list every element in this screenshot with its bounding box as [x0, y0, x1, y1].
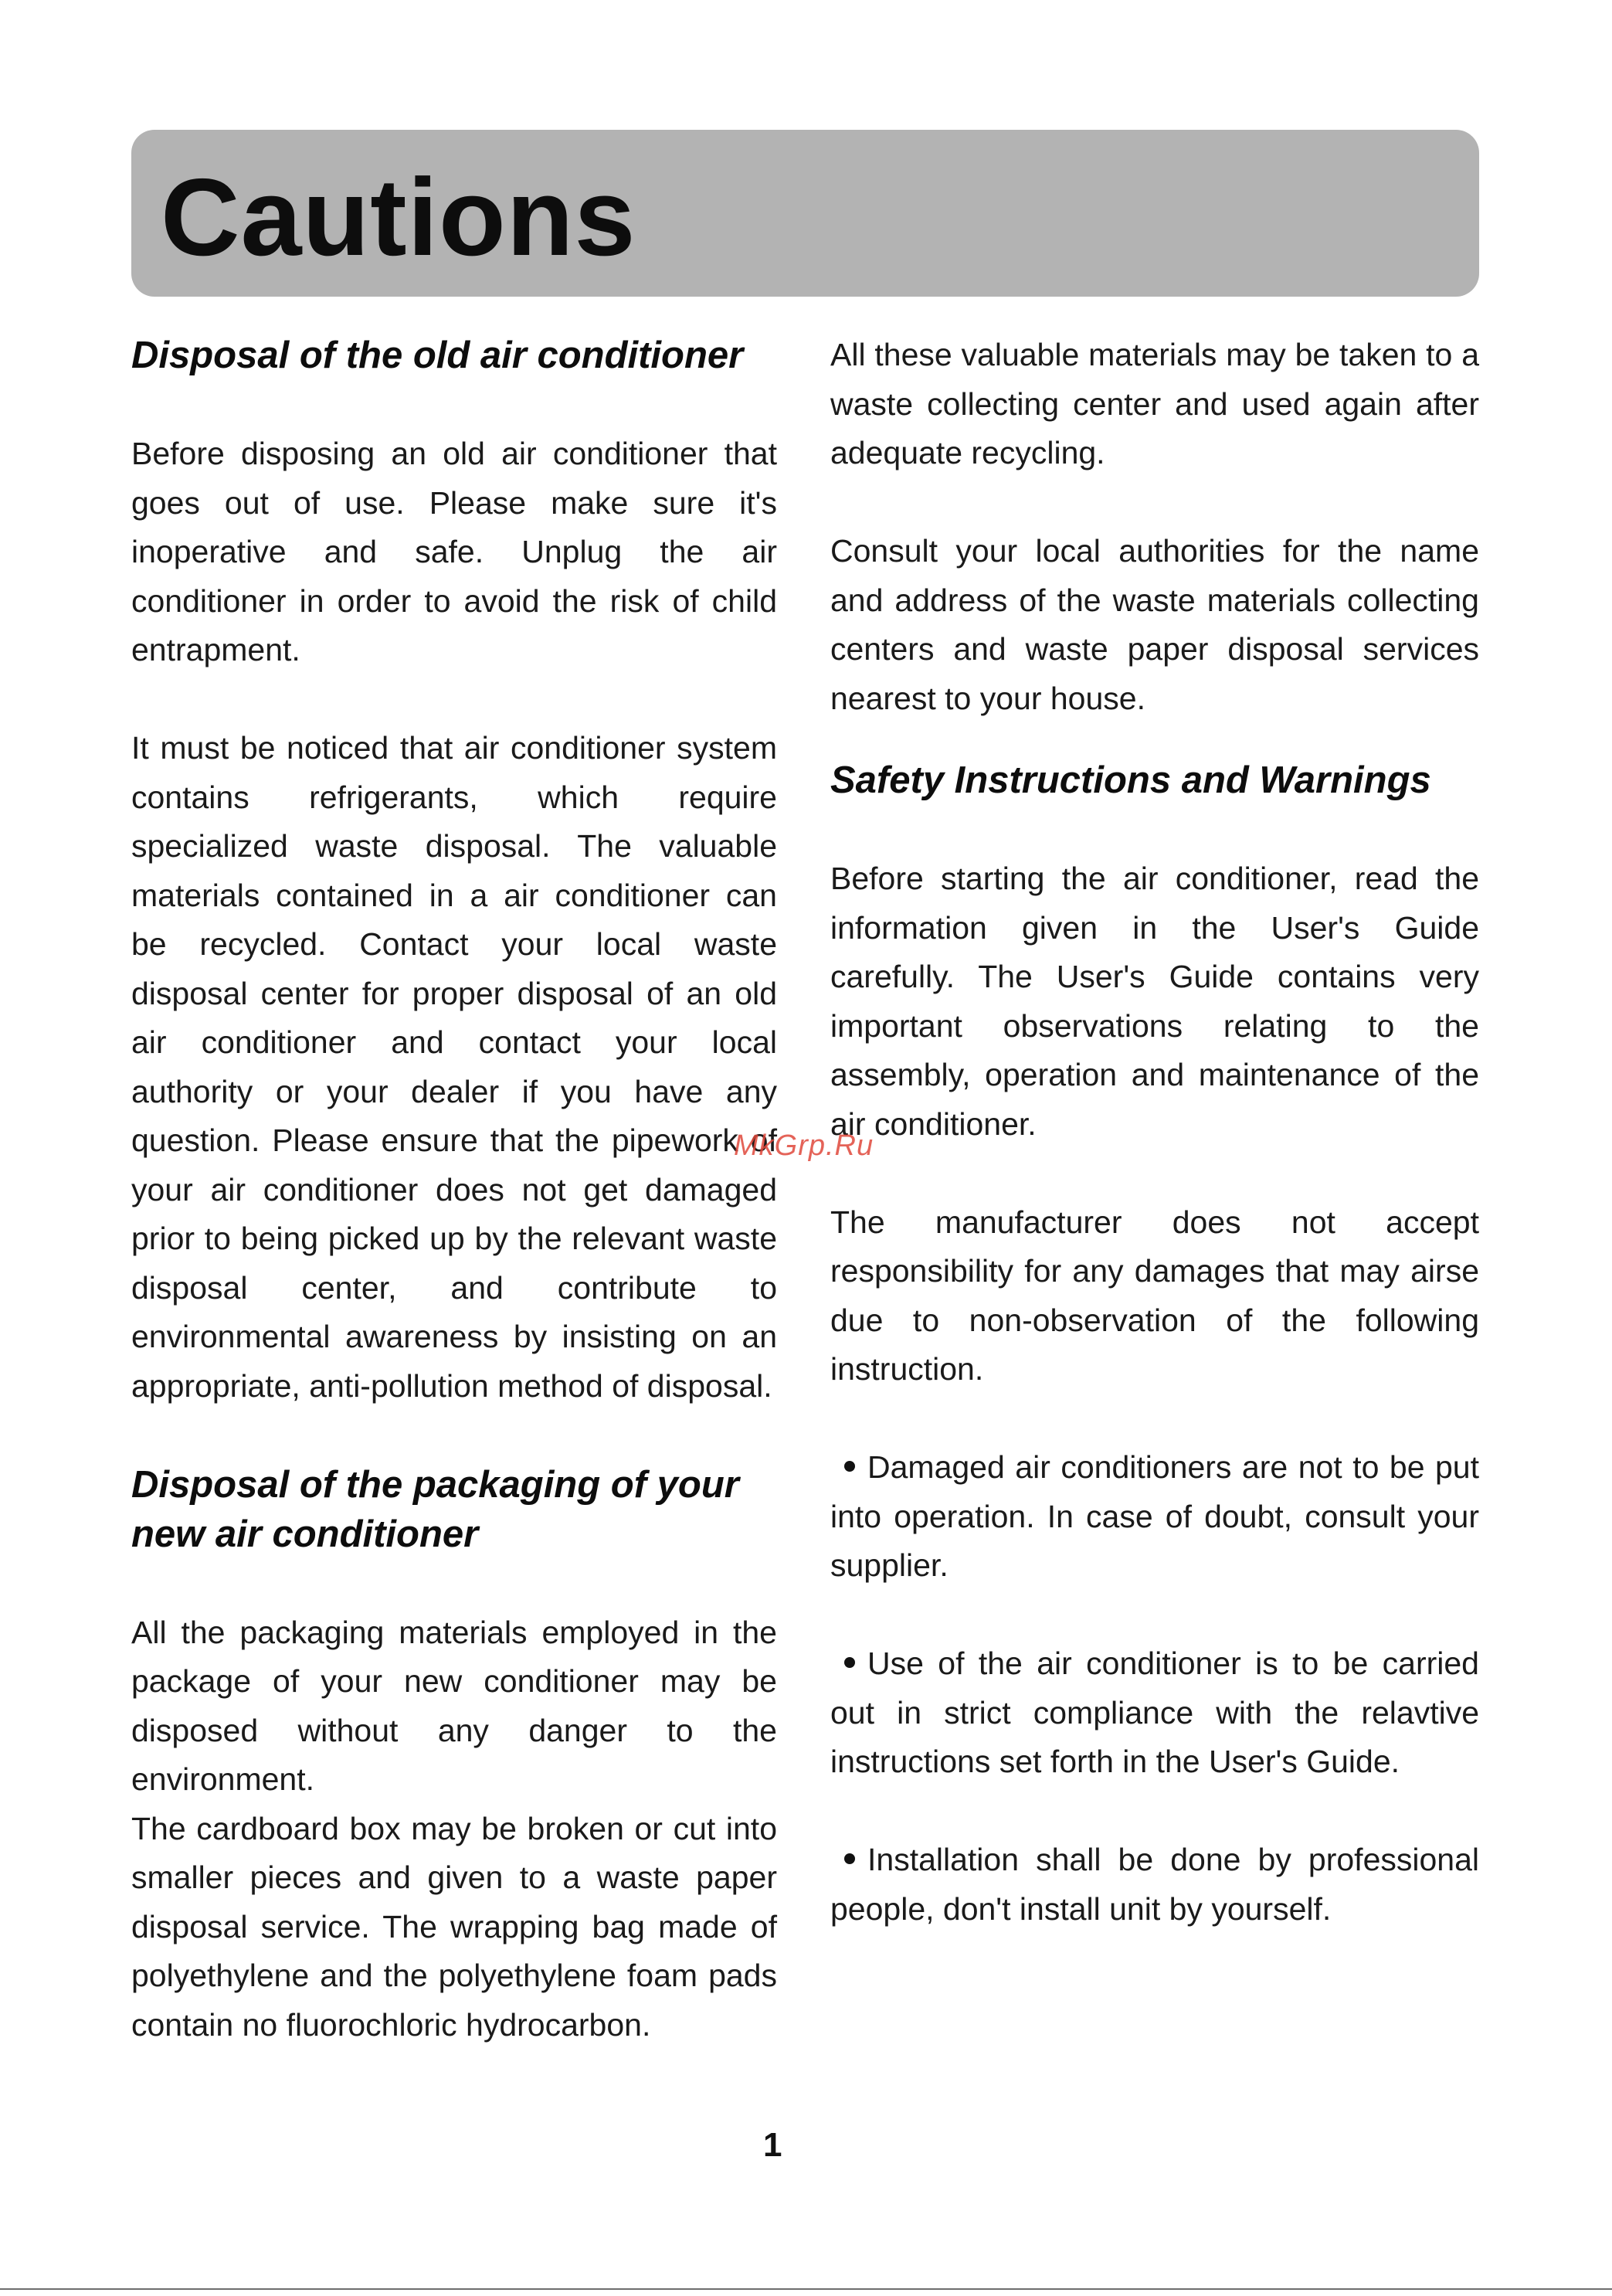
spacer [830, 478, 1479, 528]
paragraph-read-users-guide: Before starting the air conditioner, read the information given in the User's Guide carefully. The User's Guide contains very important observations relating to the assembly, operation and maintenance of the air conditioner. [830, 861, 1479, 1142]
spacer [830, 723, 1479, 756]
spacer [131, 380, 777, 430]
bullet-text: Installation shall be done by professional people, don't install unit by yourself. [830, 1842, 1479, 1927]
bullet-icon [844, 1461, 855, 1472]
paragraph-refrigerant-disposal: It must be noticed that air conditioner system contains refrigerants, which require specialized waste disposal. The valuable materials contained in a air conditioner can be recycled. Contact your local waste disposal center for proper disposal of an old air conditioner and contact your local authority or your dealer if you have any question. Please ensure that the pipework of your air conditioner does not get damaged prior to being picked up by the relevant waste disposal center, and contribute to environmental awareness by insisting on an appropriate, anti-pollution method of disposal. [131, 730, 777, 1404]
right-column [830, 331, 1479, 1934]
page-title: Cautions [161, 156, 636, 279]
spacer [830, 1591, 1479, 1640]
bullet-item-damaged-units [830, 1443, 1479, 1591]
paragraph-consult-authorities: Consult your local authorities for the name and address of the waste materials collecting centers and waste paper disposal services nearest to your house. [830, 533, 1479, 716]
spacer [131, 675, 777, 725]
spacer [830, 1394, 1479, 1444]
section-heading-packaging-disposal: Disposal of the packaging of your new air conditioner [131, 1463, 739, 1555]
bullet-icon [844, 1657, 855, 1668]
title-banner [131, 130, 1479, 297]
paragraph-cardboard-box: The cardboard box may be broken or cut into smaller pieces and given to a waste paper disposal service. The wrapping bag made of polyethylene and the polyethylene foam pads contain no fluorochloric hydrocarbon. [131, 1810, 777, 2043]
watermark: MkGrp.Ru [734, 1129, 874, 1162]
bullet-text: Use of the air conditioner is to be carried out in strict compliance with the relavtive instructions set forth in the User's Guide. [830, 1646, 1479, 1779]
paragraph-manufacturer-responsibility: The manufacturer does not accept responsibility for any damages that may airse due to non-observation of the following instruction. [830, 1204, 1479, 1387]
paragraph-packaging-materials: All the packaging materials employed in the package of your new conditioner may be disposed without any danger to the environment. [131, 1614, 777, 1797]
spacer [131, 1411, 777, 1460]
spacer [830, 1149, 1479, 1198]
bullet-text: Damaged air conditioners are not to be put into operation. In case of doubt, consult your supplier. [830, 1449, 1479, 1583]
paragraph-recycling: All these valuable materials may be taken to a waste collecting center and used again after adequate recycling. [830, 337, 1479, 470]
page-number: 1 [763, 2126, 782, 2164]
spacer [830, 1787, 1479, 1836]
spacer [131, 1559, 777, 1608]
bullet-item-compliance [830, 1639, 1479, 1787]
left-column [131, 331, 777, 2050]
spacer [830, 805, 1479, 854]
paragraph-unplug-warning: Before disposing an old air conditioner that goes out of use. Please make sure it's inoperative and safe. Unplug the air conditioner in order to avoid the risk of child entrapment. [131, 436, 777, 667]
section-heading-old-ac-disposal: Disposal of the old air conditioner [131, 335, 744, 376]
bottom-divider [0, 2288, 1612, 2290]
section-heading-safety-instructions: Safety Instructions and Warnings [830, 759, 1431, 801]
bullet-item-installation [830, 1836, 1479, 1934]
bullet-icon [844, 1853, 855, 1864]
